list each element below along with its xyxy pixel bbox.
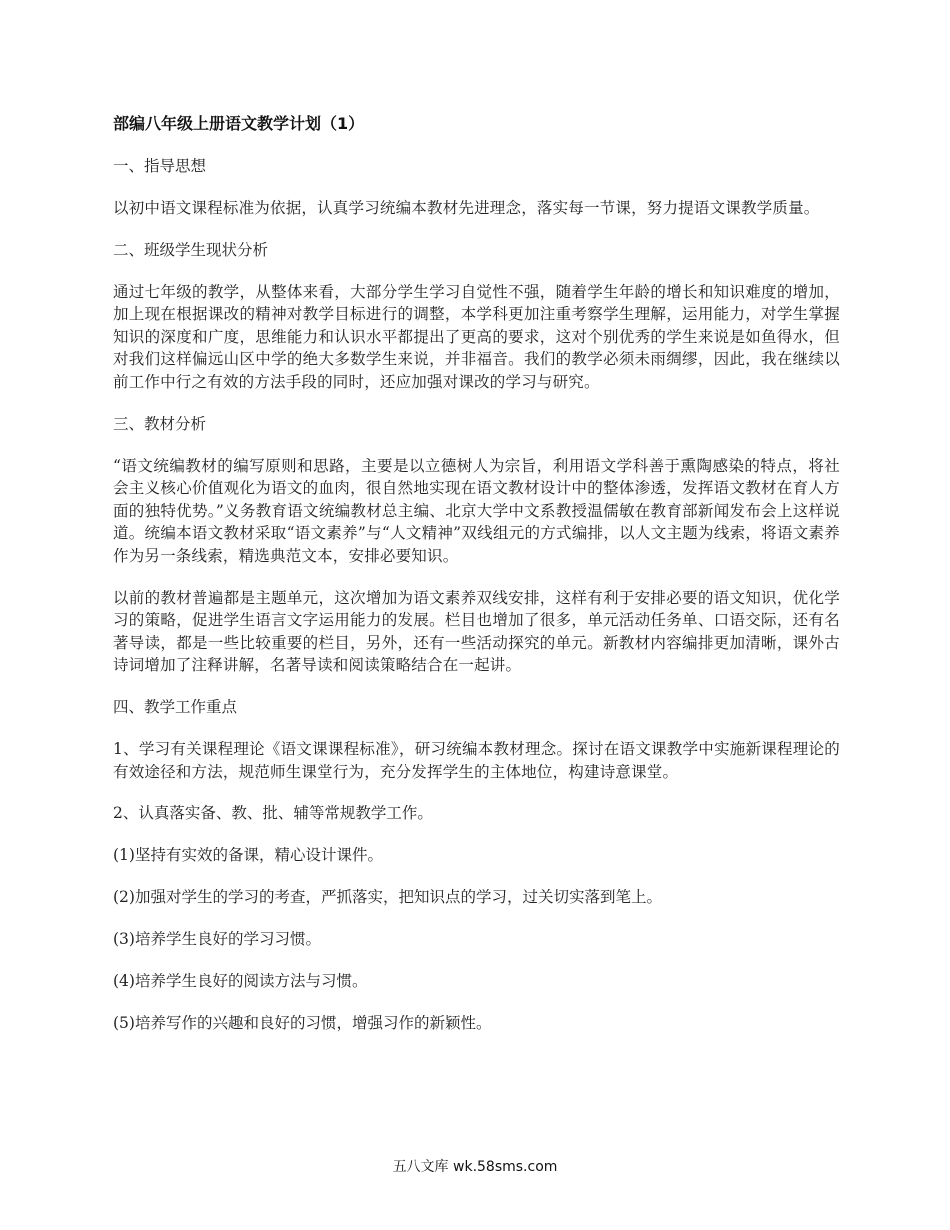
document-title: 部编八年级上册语文教学计划（1） <box>113 114 365 133</box>
list-item: (1)坚持有实效的备课，精心设计课件。 <box>113 846 383 865</box>
paragraph-materials-2: 以前的教材普遍都是主题单元，这次增加为语文素养双线安排，这样有利于安排必要的语文知识，优化学习的策略，促进学生语言文字运用能力的发展。栏目也增加了很多，单元活动任务单、口语交际，还有名著导读，都是一些比较重要的栏目，另外，还有一些活动探究的单元。新教材内容编排更加清晰，课外古诗词增加了注释讲解，名著导读和阅读策略结合在一起讲。 <box>113 588 840 675</box>
paragraph-focus-1: 1、学习有关课程理论《语文课课程标准》，研习统编本教材理念。探讨在语文课教学中实施新课程理论的有效途径和方法，规范师生课堂行为，充分发挥学生的主体地位，构建诗意课堂。 <box>113 739 840 781</box>
paragraph-guiding: 以初中语文课程标准为依据，认真学习统编本教材先进理念，落实每一节课，努力提语文课教学质量。 <box>113 199 820 217</box>
document-page <box>113 112 840 1054</box>
list-item: (3)培养学生良好的学习习惯。 <box>113 930 321 949</box>
list-item: (2)加强对学生的学习的考查，严抓落实，把知识点的学习，过关切实落到笔上。 <box>113 888 662 907</box>
paragraph-focus-2: 2、认真落实备、教、批、辅等常规教学工作。 <box>113 804 433 823</box>
footer-watermark: 五八文库 wk.58sms.com <box>392 1159 558 1175</box>
list-item: (4)培养学生良好的阅读方法与习惯。 <box>113 972 368 991</box>
list-item: (5)培养写作的兴趣和良好的习惯，增强习作的新颖性。 <box>113 1014 492 1033</box>
section-heading-student-status: 二、班级学生现状分析 <box>113 240 269 259</box>
paragraph-student-status: 通过七年级的教学，从整体来看，大部分学生学习自觉性不强，随着学生年龄的增长和知识难度的增加，加上现在根据课改的精神对教学目标进行的调整，本学科更加注重考察学生理解，运用能力，对学生掌握知识的深度和广度，思维能力和认识水平都提出了更高的要求，这对个别优秀的学生来说是如鱼得水，但对我们这样偏远山区中学的绝大多数学生来说，并非福音。我们的教学必须未雨绸缪，因此，我在继续以前工作中行之有效的方法手段的同时，还应加强对课改的学习与研究。 <box>113 282 840 391</box>
section-heading-materials: 三、教材分析 <box>113 414 207 433</box>
section-heading-guiding: 一、指导思想 <box>113 157 207 175</box>
paragraph-materials-1: “语文统编教材的编写原则和思路，主要是以立德树人为宗旨，利用语文学科善于熏陶感染的特点，将社会主义核心价值观化为语文的血肉，很自然地实现在语文教材设计中的整体渗透，发挥语文教材在育人方面的独特优势。”义务教育语文统编教材总主编、北京大学中文系教授温儒敏在教育部新闻发布会上这样说道。统编本语文教材采取“语文素养”与“人文精神”双线组元的方式编排，以人文主题为线索，将语文素养作为另一条线索，精选典范文本，安排必要知识。 <box>113 456 840 565</box>
section-heading-focus: 四、教学工作重点 <box>113 697 238 716</box>
